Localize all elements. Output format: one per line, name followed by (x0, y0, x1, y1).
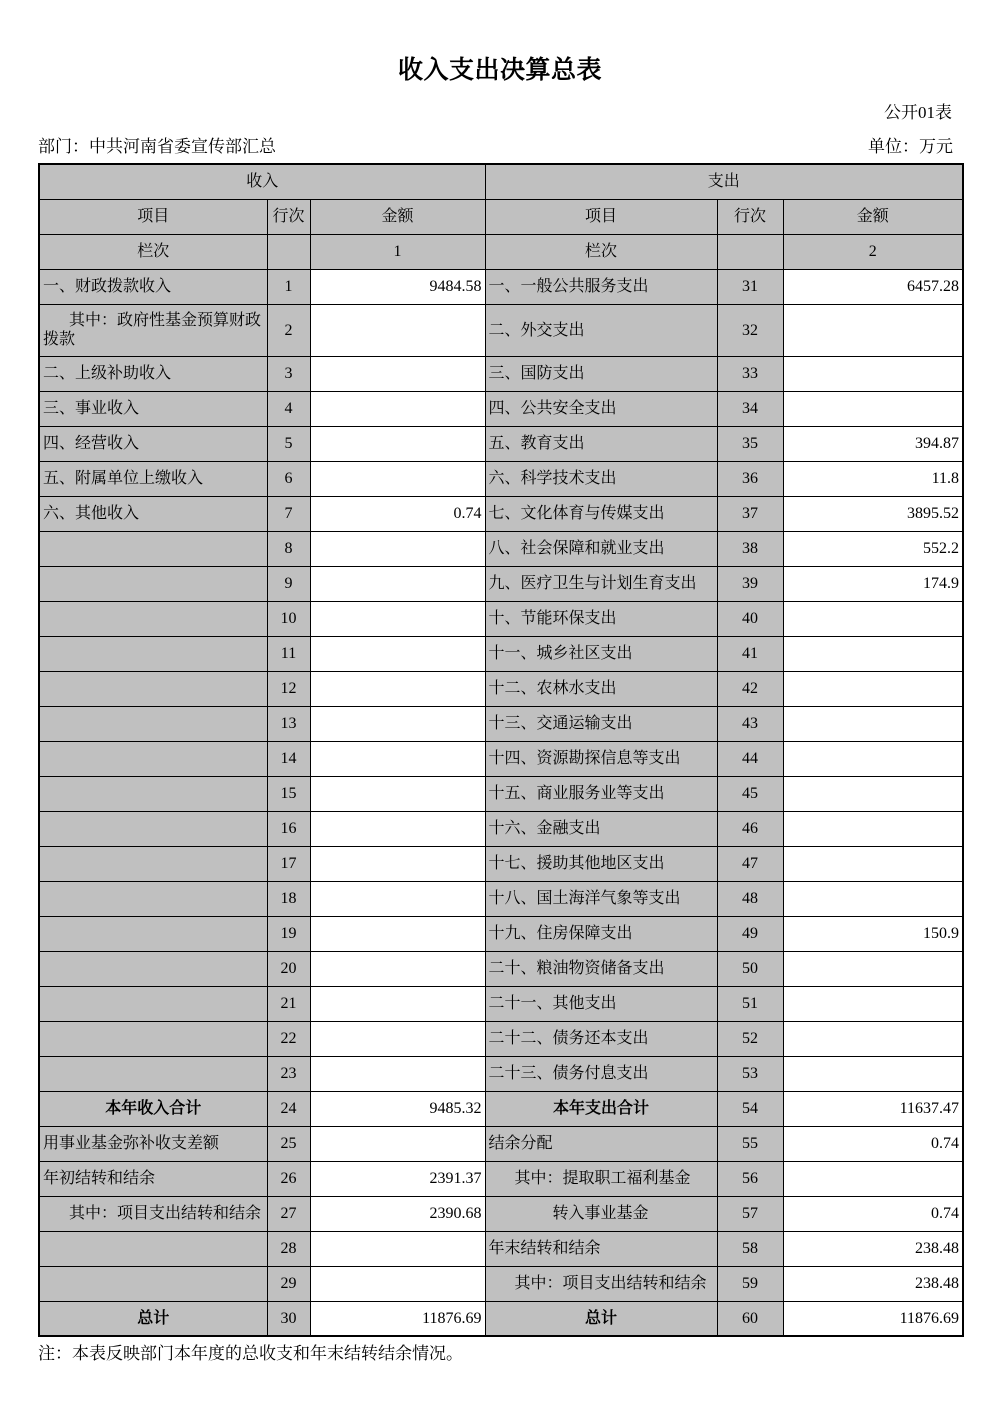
table-row (39, 391, 963, 426)
income-item-cell (39, 601, 267, 636)
income-item-cell (39, 671, 267, 706)
table-row (39, 356, 963, 391)
expense-item-cell: 一、一般公共服务支出 (485, 269, 717, 304)
expense-item-cell: 十、节能环保支出 (485, 601, 717, 636)
table-row (39, 1301, 963, 1336)
expense-amount-cell (783, 601, 963, 636)
expense-line-cell: 49 (717, 916, 783, 951)
expense-col-index: 2 (783, 234, 963, 269)
income-item-cell (39, 1266, 267, 1301)
expense-item-cell: 十九、住房保障支出 (485, 916, 717, 951)
expense-line-cell: 54 (717, 1091, 783, 1126)
expense-line-cell: 45 (717, 776, 783, 811)
income-item-cell (39, 741, 267, 776)
income-item-cell (39, 636, 267, 671)
table-row (39, 1056, 963, 1091)
expense-amount-cell: 6457.28 (783, 269, 963, 304)
expense-amount-cell: 0.74 (783, 1126, 963, 1161)
income-group-header: 收入 (39, 164, 485, 199)
income-amount-cell (310, 461, 485, 496)
income-item-cell (39, 811, 267, 846)
expense-line-cell: 60 (717, 1301, 783, 1336)
table-row (39, 566, 963, 601)
expense-line-cell: 33 (717, 356, 783, 391)
expense-item-cell: 其中：项目支出结转和结余 (485, 1266, 717, 1301)
expense-line-cell: 35 (717, 426, 783, 461)
income-line-header: 行次 (267, 199, 310, 234)
expense-line-cell: 58 (717, 1231, 783, 1266)
income-amount-cell: 9484.58 (310, 269, 485, 304)
income-line-cell: 17 (267, 846, 310, 881)
expense-amount-cell: 238.48 (783, 1231, 963, 1266)
expense-item-cell: 二十一、其他支出 (485, 986, 717, 1021)
income-line-cell: 5 (267, 426, 310, 461)
income-item-cell (39, 566, 267, 601)
income-amount-cell (310, 1266, 485, 1301)
expense-line-cell: 40 (717, 601, 783, 636)
expense-amount-cell (783, 881, 963, 916)
table-body (39, 269, 963, 1336)
income-amount-cell (310, 1231, 485, 1266)
income-index-line-empty (267, 234, 310, 269)
table-header (39, 164, 963, 269)
expense-line-cell: 37 (717, 496, 783, 531)
expense-line-cell: 52 (717, 1021, 783, 1056)
expense-line-cell: 59 (717, 1266, 783, 1301)
expense-item-cell: 十一、城乡社区支出 (485, 636, 717, 671)
table-row (39, 881, 963, 916)
expense-item-cell: 十三、交通运输支出 (485, 706, 717, 741)
income-amount-cell (310, 671, 485, 706)
table-row (39, 1231, 963, 1266)
expense-item-cell: 其中：提取职工福利基金 (485, 1161, 717, 1196)
expense-amount-cell: 150.9 (783, 916, 963, 951)
expense-line-cell: 34 (717, 391, 783, 426)
income-item-cell: 二、上级补助收入 (39, 356, 267, 391)
income-item-cell (39, 776, 267, 811)
income-amount-cell (310, 304, 485, 356)
expense-line-cell: 53 (717, 1056, 783, 1091)
income-amount-cell (310, 1126, 485, 1161)
income-item-cell: 三、事业收入 (39, 391, 267, 426)
group-header-row (39, 164, 963, 199)
income-amount-cell (310, 846, 485, 881)
expense-item-cell: 九、医疗卫生与计划生育支出 (485, 566, 717, 601)
unit-label: 单位：万元 (868, 137, 953, 156)
expense-line-cell: 36 (717, 461, 783, 496)
income-line-cell: 1 (267, 269, 310, 304)
income-line-cell: 3 (267, 356, 310, 391)
income-amount-cell (310, 601, 485, 636)
income-line-cell: 23 (267, 1056, 310, 1091)
table-row (39, 601, 963, 636)
expense-line-cell: 38 (717, 531, 783, 566)
income-line-cell: 12 (267, 671, 310, 706)
income-line-cell: 6 (267, 461, 310, 496)
table-row (39, 671, 963, 706)
expense-amount-cell (783, 1161, 963, 1196)
income-line-cell: 19 (267, 916, 310, 951)
footnote: 注：本表反映部门本年度的总收支和年末结转结余情况。 (38, 1344, 463, 1363)
income-line-cell: 29 (267, 1266, 310, 1301)
income-line-cell: 18 (267, 881, 310, 916)
table-row (39, 1021, 963, 1056)
income-amount-cell: 2390.68 (310, 1196, 485, 1231)
expense-amount-header: 金额 (783, 199, 963, 234)
expense-amount-cell (783, 706, 963, 741)
expense-item-cell: 年末结转和结余 (485, 1231, 717, 1266)
income-amount-header: 金额 (310, 199, 485, 234)
income-item-cell (39, 531, 267, 566)
income-item-cell (39, 881, 267, 916)
table-row (39, 811, 963, 846)
income-item-cell: 年初结转和结余 (39, 1161, 267, 1196)
expense-amount-cell (783, 1021, 963, 1056)
income-col-index: 1 (310, 234, 485, 269)
income-line-cell: 24 (267, 1091, 310, 1126)
table-row (39, 1196, 963, 1231)
expense-item-cell: 十四、资源勘探信息等支出 (485, 741, 717, 776)
expense-amount-cell: 238.48 (783, 1266, 963, 1301)
income-amount-cell (310, 391, 485, 426)
income-line-cell: 26 (267, 1161, 310, 1196)
table-row (39, 951, 963, 986)
income-item-cell: 六、其他收入 (39, 496, 267, 531)
income-amount-cell: 11876.69 (310, 1301, 485, 1336)
expense-amount-cell (783, 636, 963, 671)
income-line-cell: 30 (267, 1301, 310, 1336)
income-amount-cell (310, 881, 485, 916)
expense-item-cell: 四、公共安全支出 (485, 391, 717, 426)
expense-line-cell: 55 (717, 1126, 783, 1161)
income-item-cell: 本年收入合计 (39, 1091, 267, 1126)
income-item-cell (39, 1021, 267, 1056)
income-amount-cell (310, 811, 485, 846)
table-row (39, 531, 963, 566)
expense-line-header: 行次 (717, 199, 783, 234)
expense-amount-cell (783, 811, 963, 846)
expense-amount-cell (783, 391, 963, 426)
table-row (39, 1161, 963, 1196)
income-line-cell: 16 (267, 811, 310, 846)
expense-item-cell: 二十三、债务付息支出 (485, 1056, 717, 1091)
expense-amount-cell: 552.2 (783, 531, 963, 566)
table-row (39, 461, 963, 496)
expense-amount-cell (783, 986, 963, 1021)
expense-line-cell: 50 (717, 951, 783, 986)
expense-amount-cell (783, 356, 963, 391)
income-item-cell: 四、经营收入 (39, 426, 267, 461)
income-amount-cell (310, 356, 485, 391)
table-code: 公开01表 (884, 103, 952, 122)
income-item-cell: 总计 (39, 1301, 267, 1336)
expense-index-line-empty (717, 234, 783, 269)
expense-item-cell: 六、科学技术支出 (485, 461, 717, 496)
income-line-cell: 25 (267, 1126, 310, 1161)
expense-amount-cell (783, 304, 963, 356)
income-line-cell: 2 (267, 304, 310, 356)
income-line-cell: 4 (267, 391, 310, 426)
expense-line-cell: 43 (717, 706, 783, 741)
expense-amount-cell (783, 741, 963, 776)
expense-line-cell: 57 (717, 1196, 783, 1231)
expense-line-cell: 39 (717, 566, 783, 601)
income-line-cell: 9 (267, 566, 310, 601)
expense-amount-cell (783, 846, 963, 881)
income-item-cell (39, 1056, 267, 1091)
income-line-cell: 10 (267, 601, 310, 636)
income-line-cell: 22 (267, 1021, 310, 1056)
income-amount-cell (310, 776, 485, 811)
expense-index-label: 栏次 (485, 234, 717, 269)
income-item-header: 项目 (39, 199, 267, 234)
expense-line-cell: 48 (717, 881, 783, 916)
expense-amount-cell (783, 671, 963, 706)
income-item-cell: 一、财政拨款收入 (39, 269, 267, 304)
income-line-cell: 8 (267, 531, 310, 566)
income-amount-cell (310, 1056, 485, 1091)
expense-item-cell: 二、外交支出 (485, 304, 717, 356)
income-amount-cell (310, 636, 485, 671)
income-line-cell: 27 (267, 1196, 310, 1231)
income-amount-cell (310, 426, 485, 461)
expense-amount-cell: 174.9 (783, 566, 963, 601)
meta-row (38, 138, 953, 156)
expense-item-cell: 三、国防支出 (485, 356, 717, 391)
income-amount-cell (310, 741, 485, 776)
expense-line-cell: 56 (717, 1161, 783, 1196)
expense-item-header: 项目 (485, 199, 717, 234)
expense-amount-cell (783, 1056, 963, 1091)
table-row (39, 1266, 963, 1301)
expense-amount-cell (783, 951, 963, 986)
income-item-cell (39, 846, 267, 881)
expense-line-cell: 41 (717, 636, 783, 671)
income-line-cell: 7 (267, 496, 310, 531)
expense-item-cell: 八、社会保障和就业支出 (485, 531, 717, 566)
table-row (39, 776, 963, 811)
table-row (39, 496, 963, 531)
table-row (39, 741, 963, 776)
expense-item-cell: 总计 (485, 1301, 717, 1336)
expense-item-cell: 二十、粮油物资储备支出 (485, 951, 717, 986)
income-line-cell: 28 (267, 1231, 310, 1266)
income-item-cell (39, 916, 267, 951)
expense-item-cell: 十六、金融支出 (485, 811, 717, 846)
expense-item-cell: 转入事业基金 (485, 1196, 717, 1231)
expense-item-cell: 十二、农林水支出 (485, 671, 717, 706)
income-item-cell: 其中：项目支出结转和结余 (39, 1196, 267, 1231)
expense-amount-cell (783, 776, 963, 811)
table-row (39, 1091, 963, 1126)
expense-line-cell: 51 (717, 986, 783, 1021)
income-line-cell: 11 (267, 636, 310, 671)
expense-item-cell: 七、文化体育与传媒支出 (485, 496, 717, 531)
expense-amount-cell: 11.8 (783, 461, 963, 496)
table-row (39, 986, 963, 1021)
expense-line-cell: 44 (717, 741, 783, 776)
expense-item-cell: 二十二、债务还本支出 (485, 1021, 717, 1056)
expense-item-cell: 十七、援助其他地区支出 (485, 846, 717, 881)
table-row (39, 916, 963, 951)
expense-line-cell: 42 (717, 671, 783, 706)
expense-amount-cell: 3895.52 (783, 496, 963, 531)
table-row (39, 304, 963, 356)
table-row (39, 426, 963, 461)
expense-group-header: 支出 (485, 164, 963, 199)
expense-amount-cell: 394.87 (783, 426, 963, 461)
income-amount-cell: 0.74 (310, 496, 485, 531)
table-row (39, 269, 963, 304)
income-line-cell: 21 (267, 986, 310, 1021)
table-row (39, 1126, 963, 1161)
expense-line-cell: 46 (717, 811, 783, 846)
income-item-cell (39, 986, 267, 1021)
expense-item-cell: 十八、国土海洋气象等支出 (485, 881, 717, 916)
income-amount-cell (310, 1021, 485, 1056)
expense-item-cell: 本年支出合计 (485, 1091, 717, 1126)
income-line-cell: 15 (267, 776, 310, 811)
income-amount-cell (310, 531, 485, 566)
expense-item-cell: 结余分配 (485, 1126, 717, 1161)
income-item-cell (39, 706, 267, 741)
department-label: 部门：中共河南省委宣传部汇总 (38, 137, 276, 156)
income-item-cell (39, 1231, 267, 1266)
income-item-cell: 其中：政府性基金预算财政拨款 (39, 304, 267, 356)
income-line-cell: 13 (267, 706, 310, 741)
expense-item-cell: 五、教育支出 (485, 426, 717, 461)
income-amount-cell (310, 706, 485, 741)
income-amount-cell: 9485.32 (310, 1091, 485, 1126)
page-title: 收入支出决算总表 (397, 57, 602, 84)
income-item-cell (39, 951, 267, 986)
income-index-label: 栏次 (39, 234, 267, 269)
expense-amount-cell: 11637.47 (783, 1091, 963, 1126)
expense-item-cell: 十五、商业服务业等支出 (485, 776, 717, 811)
expense-line-cell: 32 (717, 304, 783, 356)
expense-amount-cell: 0.74 (783, 1196, 963, 1231)
summary-table (38, 163, 964, 1337)
income-item-cell: 用事业基金弥补收支差额 (39, 1126, 267, 1161)
table-row (39, 706, 963, 741)
expense-amount-cell: 11876.69 (783, 1301, 963, 1336)
income-item-cell: 五、附属单位上缴收入 (39, 461, 267, 496)
income-line-cell: 14 (267, 741, 310, 776)
income-amount-cell (310, 566, 485, 601)
income-line-cell: 20 (267, 951, 310, 986)
income-amount-cell (310, 951, 485, 986)
column-header-row (39, 199, 963, 234)
table-row (39, 846, 963, 881)
income-amount-cell (310, 986, 485, 1021)
table-row (39, 636, 963, 671)
column-index-row (39, 234, 963, 269)
income-amount-cell: 2391.37 (310, 1161, 485, 1196)
expense-line-cell: 47 (717, 846, 783, 881)
income-amount-cell (310, 916, 485, 951)
expense-line-cell: 31 (717, 269, 783, 304)
